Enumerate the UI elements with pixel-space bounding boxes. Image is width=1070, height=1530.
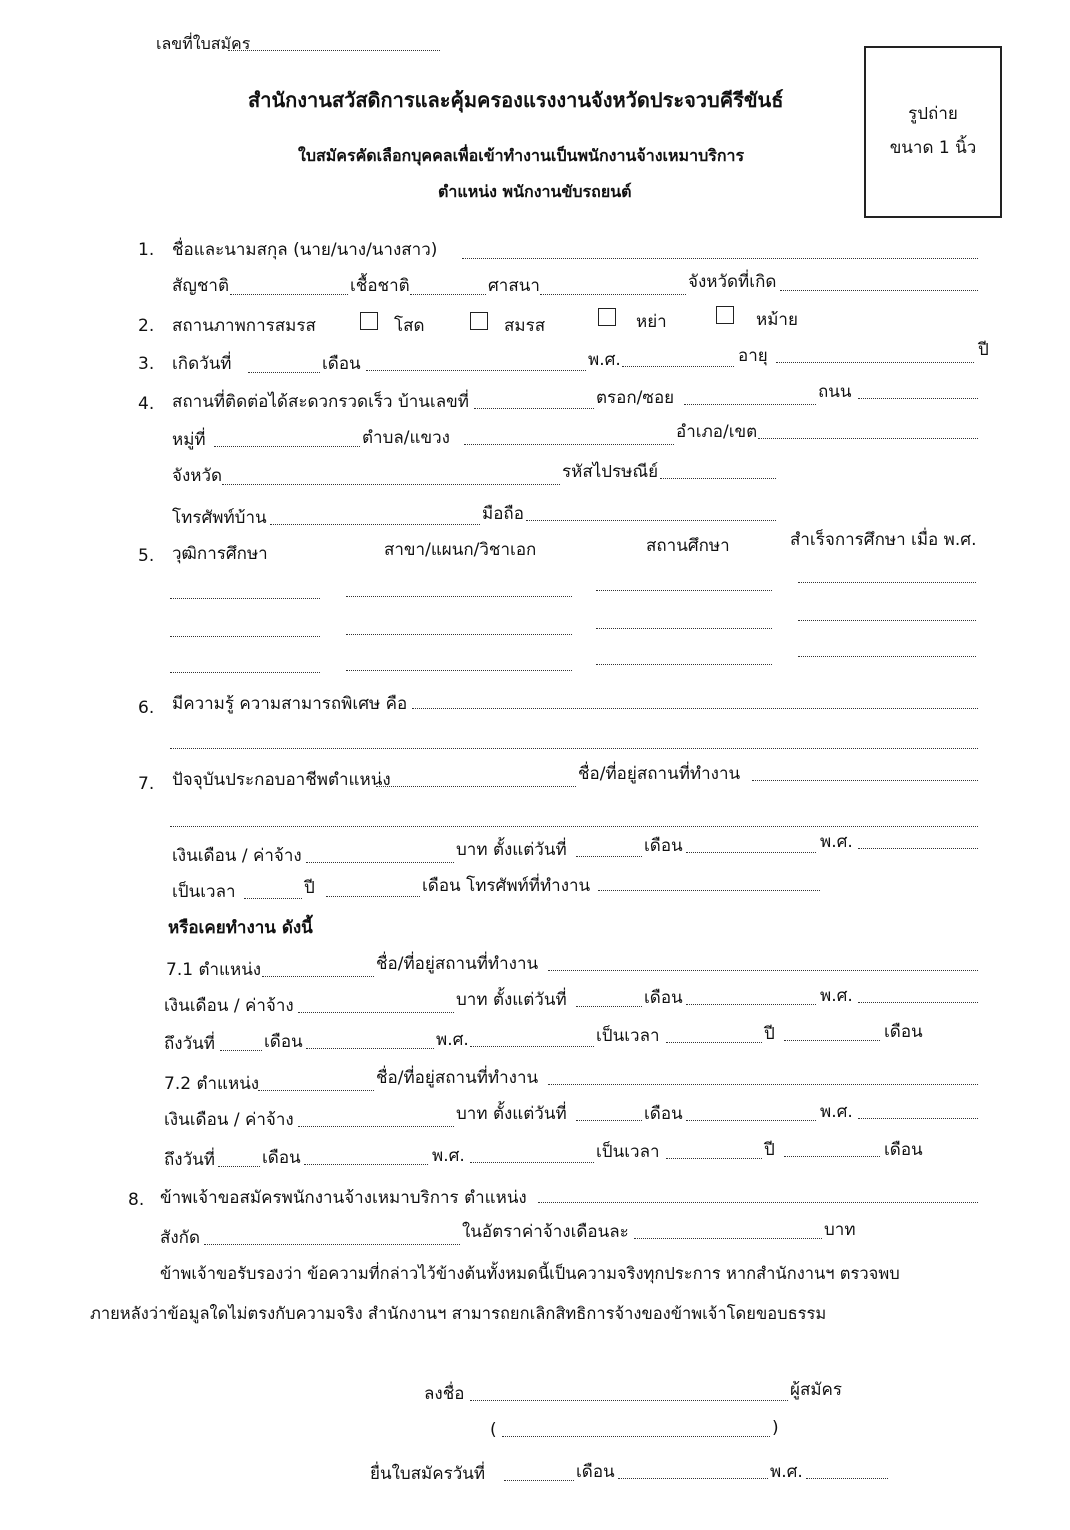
section-6-number: 6. [138, 698, 155, 718]
current-salary-label: เงินเดือน / ค่าจ้าง [172, 846, 302, 866]
section-3-number: 3. [138, 354, 155, 374]
education-row-3-institution[interactable] [596, 664, 772, 665]
former-2-duration-years-field[interactable] [666, 1158, 762, 1159]
photo-size-label: ขนาด 1 นิ้ว [889, 138, 977, 158]
former-2-since-month-label: เดือน [644, 1104, 683, 1124]
married-option-label: สมรส [504, 316, 546, 336]
widowed-checkbox[interactable] [716, 306, 734, 324]
submission-date-label: ยื่นใบสมัครวันที่ [370, 1464, 486, 1484]
former-2-salary-field[interactable] [298, 1126, 454, 1127]
age-label: อายุ [738, 346, 768, 366]
former-2-until-year-label: พ.ศ. [432, 1146, 465, 1166]
full-name-label: ชื่อและนามสกุล (นาย/นาง/นางสาว) [172, 240, 438, 260]
submission-year-label: พ.ศ. [770, 1462, 803, 1482]
education-row-1-institution[interactable] [596, 590, 772, 591]
former-1-duration-months-field[interactable] [784, 1040, 880, 1041]
province-label: จังหวัด [172, 466, 223, 486]
former-1-until-month-label: เดือน [264, 1032, 303, 1052]
amphoe-field[interactable] [758, 438, 978, 439]
section-4-number: 4. [138, 394, 155, 414]
current-duration-label: เป็นเวลา [172, 882, 236, 902]
former-1-since-day-field[interactable] [576, 1006, 642, 1007]
current-duration-years-field[interactable] [244, 898, 302, 899]
photo-label: รูปถ่าย [908, 104, 958, 124]
former-1-until-month-field[interactable] [306, 1048, 434, 1049]
current-since-month-field[interactable] [686, 852, 816, 853]
former-1-since-year-field[interactable] [858, 1002, 978, 1003]
age-field[interactable] [776, 362, 974, 363]
former-1-since-year-label: พ.ศ. [820, 986, 853, 1006]
monthly-rate-baht-label: บาท [824, 1220, 856, 1240]
birth-province-label: จังหวัดที่เกิด [688, 272, 777, 292]
monthly-rate-field[interactable] [634, 1238, 822, 1239]
section-7-number: 7. [138, 774, 155, 794]
race-label: เชื้อชาติ [350, 276, 410, 296]
former-2-until-day-field[interactable] [218, 1166, 260, 1167]
former-1-position-label: 7.1 ตำแหน่ง [166, 960, 262, 980]
former-1-duration-label: เป็นเวลา [596, 1026, 660, 1046]
birth-day-label: เกิดวันที่ [172, 354, 232, 374]
former-2-workplace-label: ชื่อ/ที่อยู่สถานที่ทำงาน [376, 1068, 539, 1088]
birth-day-field[interactable] [248, 372, 320, 373]
former-2-since-year-field[interactable] [858, 1118, 978, 1119]
birth-month-label: เดือน [322, 354, 361, 374]
birth-month-field[interactable] [366, 370, 586, 371]
divorced-option-label: หย่า [636, 312, 667, 332]
former-1-salary-field[interactable] [298, 1012, 454, 1013]
married-checkbox[interactable] [470, 312, 488, 330]
current-since-day-field[interactable] [576, 856, 642, 857]
current-workplace-label: ชื่อ/ที่อยู่สถานที่ทำงาน [578, 764, 741, 784]
signature-field[interactable] [470, 1400, 788, 1401]
former-2-position-label: 7.2 ตำแหน่ง [164, 1074, 260, 1094]
application-number-label: เลขที่ใบสมัคร [156, 34, 251, 53]
amphoe-label: อำเภอ/เขต [676, 422, 758, 442]
tambon-field[interactable] [464, 444, 674, 445]
submission-month-label: เดือน [576, 1462, 615, 1482]
former-2-duration-label: เป็นเวลา [596, 1142, 660, 1162]
birth-province-field[interactable] [780, 290, 978, 291]
affiliation-label: สังกัด [160, 1228, 201, 1248]
current-position-label: ปัจจุบันประกอบอาชีพตำแหน่ง [172, 770, 391, 790]
single-option-label: โสด [394, 316, 425, 336]
former-1-duration-years-field[interactable] [666, 1042, 762, 1043]
road-field[interactable] [858, 398, 978, 399]
former-2-until-month-field[interactable] [304, 1164, 428, 1165]
former-2-salary-label: เงินเดือน / ค่าจ้าง [164, 1110, 294, 1130]
former-1-since-month-field[interactable] [686, 1004, 816, 1005]
former-1-until-label: ถึงวันที่ [164, 1034, 215, 1054]
current-duration-months-field[interactable] [326, 896, 420, 897]
printed-name-open-paren: ( [490, 1420, 497, 1440]
current-since-year-label: พ.ศ. [820, 832, 853, 852]
tambon-label: ตำบล/แขวง [362, 428, 450, 448]
road-label: ถนน [818, 382, 852, 402]
former-1-until-day-field[interactable] [220, 1050, 262, 1051]
applicant-label: ผู้สมัคร [790, 1380, 843, 1400]
marital-status-label: สถานภาพการสมรส [172, 316, 316, 336]
photo-box [864, 46, 1002, 218]
former-2-since-year-label: พ.ศ. [820, 1102, 853, 1122]
former-2-since-day-field[interactable] [576, 1120, 642, 1121]
affiliation-field[interactable] [204, 1244, 460, 1245]
education-row-1-degree[interactable] [170, 598, 320, 599]
postcode-field[interactable] [660, 478, 776, 479]
mobile-field[interactable] [526, 520, 776, 521]
nationality-field[interactable] [230, 294, 348, 295]
education-row-3-year[interactable] [798, 656, 976, 657]
former-1-duration-year-label: ปี [764, 1024, 775, 1044]
apply-position-label: ข้าพเจ้าขอสมัครพนักงานจ้างเหมาบริการ ตำแหน่ง [160, 1188, 527, 1208]
application-number-field[interactable] [228, 50, 440, 51]
printed-name-close-paren: ) [772, 1418, 779, 1438]
current-since-year-field[interactable] [858, 848, 978, 849]
home-phone-field[interactable] [270, 524, 480, 525]
alley-label: ตรอก/ซอย [596, 388, 675, 408]
nationality-label: สัญชาติ [172, 276, 229, 296]
education-institution-header: สถานศึกษา [646, 536, 730, 556]
former-1-workplace-field[interactable] [548, 970, 978, 971]
age-years-label: ปี [978, 340, 989, 360]
declaration-line-2: ภายหลังว่าข้อมูลใดไม่ตรงกับความจริง สำนักงานฯ สามารถยกเลิกสิทธิการจ้างของข้าพเจ้าโดยขอบธรรม [90, 1304, 827, 1323]
former-2-since-label: บาท ตั้งแต่วันที่ [456, 1104, 567, 1124]
former-1-workplace-label: ชื่อ/ที่อยู่สถานที่ทำงาน [376, 954, 539, 974]
birth-year-field[interactable] [622, 366, 734, 367]
education-major-header: สาขา/แผนก/วิชาเอก [384, 540, 537, 560]
submission-day-field[interactable] [504, 1480, 574, 1481]
education-row-2-degree[interactable] [170, 636, 320, 637]
section-8-number: 8. [128, 1190, 145, 1210]
former-employment-heading: หรือเคยทำงาน ดังนี้ [168, 918, 313, 938]
former-1-duration-month-label: เดือน [884, 1022, 923, 1042]
former-2-position-field[interactable] [258, 1090, 374, 1091]
current-workplace-field-2[interactable] [170, 826, 978, 827]
former-1-salary-label: เงินเดือน / ค่าจ้าง [164, 996, 294, 1016]
province-field[interactable] [222, 484, 560, 485]
former-2-until-month-label: เดือน [262, 1148, 301, 1168]
former-2-until-label: ถึงวันที่ [164, 1150, 215, 1170]
address-house-no-label: สถานที่ติดต่อได้สะดวกรวดเร็ว บ้านเลขที่ [172, 392, 469, 412]
current-since-label: บาท ตั้งแต่วันที่ [456, 840, 567, 860]
submission-month-field[interactable] [618, 1478, 768, 1479]
education-graduated-header: สำเร็จการศึกษา เมื่อ พ.ศ. [790, 530, 977, 550]
house-number-field[interactable] [474, 408, 594, 409]
former-2-until-year-field[interactable] [470, 1162, 594, 1163]
special-skills-field-2[interactable] [170, 748, 978, 749]
current-since-month-label: เดือน [644, 836, 683, 856]
former-1-since-month-label: เดือน [644, 988, 683, 1008]
section-5-number: 5. [138, 546, 155, 566]
education-row-2-institution[interactable] [596, 628, 772, 629]
former-1-position-field[interactable] [262, 976, 374, 977]
signature-label: ลงชื่อ [424, 1384, 465, 1404]
current-position-field[interactable] [376, 786, 576, 787]
section-2-number: 2. [138, 316, 155, 336]
printed-name-field[interactable] [502, 1436, 770, 1437]
former-2-duration-month-label: เดือน [884, 1140, 923, 1160]
monthly-rate-label: ในอัตราค่าจ้างเดือนละ [462, 1222, 629, 1242]
education-row-2-major[interactable] [346, 634, 572, 635]
former-2-workplace-field[interactable] [548, 1084, 978, 1085]
former-2-since-month-field[interactable] [686, 1120, 816, 1121]
education-row-3-degree[interactable] [170, 672, 320, 673]
education-row-3-major[interactable] [346, 670, 572, 671]
moo-label: หมู่ที่ [172, 430, 206, 450]
full-name-field[interactable] [462, 258, 978, 259]
education-row-1-major[interactable] [346, 596, 572, 597]
section-1-number: 1. [138, 240, 155, 260]
former-1-until-year-label: พ.ศ. [436, 1030, 469, 1050]
current-work-phone-label: เดือน โทรศัพท์ที่ทำงาน [422, 876, 591, 896]
birth-year-label: พ.ศ. [588, 350, 621, 370]
current-workplace-field[interactable] [752, 780, 978, 781]
alley-field[interactable] [684, 404, 816, 405]
form-title: ใบสมัครคัดเลือกบุคคลเพื่อเข้าทำงานเป็นพนักงานจ้างเหมาบริการ [298, 146, 745, 165]
apply-position-field[interactable] [538, 1202, 978, 1203]
position-title: ตำแหน่ง พนักงานขับรถยนต์ [438, 182, 632, 201]
current-work-phone-field[interactable] [598, 890, 820, 891]
special-skills-label: มีความรู้ ความสามารถพิเศษ คือ [172, 694, 408, 714]
education-row-1-year[interactable] [798, 582, 976, 583]
race-field[interactable] [410, 294, 486, 295]
former-1-since-label: บาท ตั้งแต่วันที่ [456, 990, 567, 1010]
moo-field[interactable] [214, 446, 360, 447]
home-phone-label: โทรศัพท์บ้าน [172, 508, 267, 528]
agency-title: สำนักงานสวัสดิการและคุ้มครองแรงงานจังหวัดประจวบคีรีขันธ์ [248, 88, 784, 112]
religion-field[interactable] [540, 294, 686, 295]
education-degree-header: วุฒิการศึกษา [172, 544, 268, 564]
divorced-checkbox[interactable] [598, 308, 616, 326]
education-row-2-year[interactable] [798, 620, 976, 621]
former-1-until-year-field[interactable] [470, 1046, 594, 1047]
mobile-label: มือถือ [482, 504, 524, 524]
single-checkbox[interactable] [360, 312, 378, 330]
religion-label: ศาสนา [488, 276, 540, 296]
submission-year-field[interactable] [806, 1478, 888, 1479]
special-skills-field[interactable] [412, 708, 978, 709]
declaration-line-1: ข้าพเจ้าขอรับรองว่า ข้อความที่กล่าวไว้ข้างต้นทั้งหมดนี้เป็นความจริงทุกประการ หากสำนักงานฯ ตรวจพบ [160, 1264, 900, 1283]
former-2-duration-months-field[interactable] [784, 1156, 880, 1157]
current-salary-field[interactable] [306, 862, 454, 863]
widowed-option-label: หม้าย [756, 310, 798, 330]
postcode-label: รหัสไปรษณีย์ [562, 462, 659, 482]
current-duration-year-label: ปี [304, 878, 315, 898]
former-2-duration-year-label: ปี [764, 1140, 775, 1160]
